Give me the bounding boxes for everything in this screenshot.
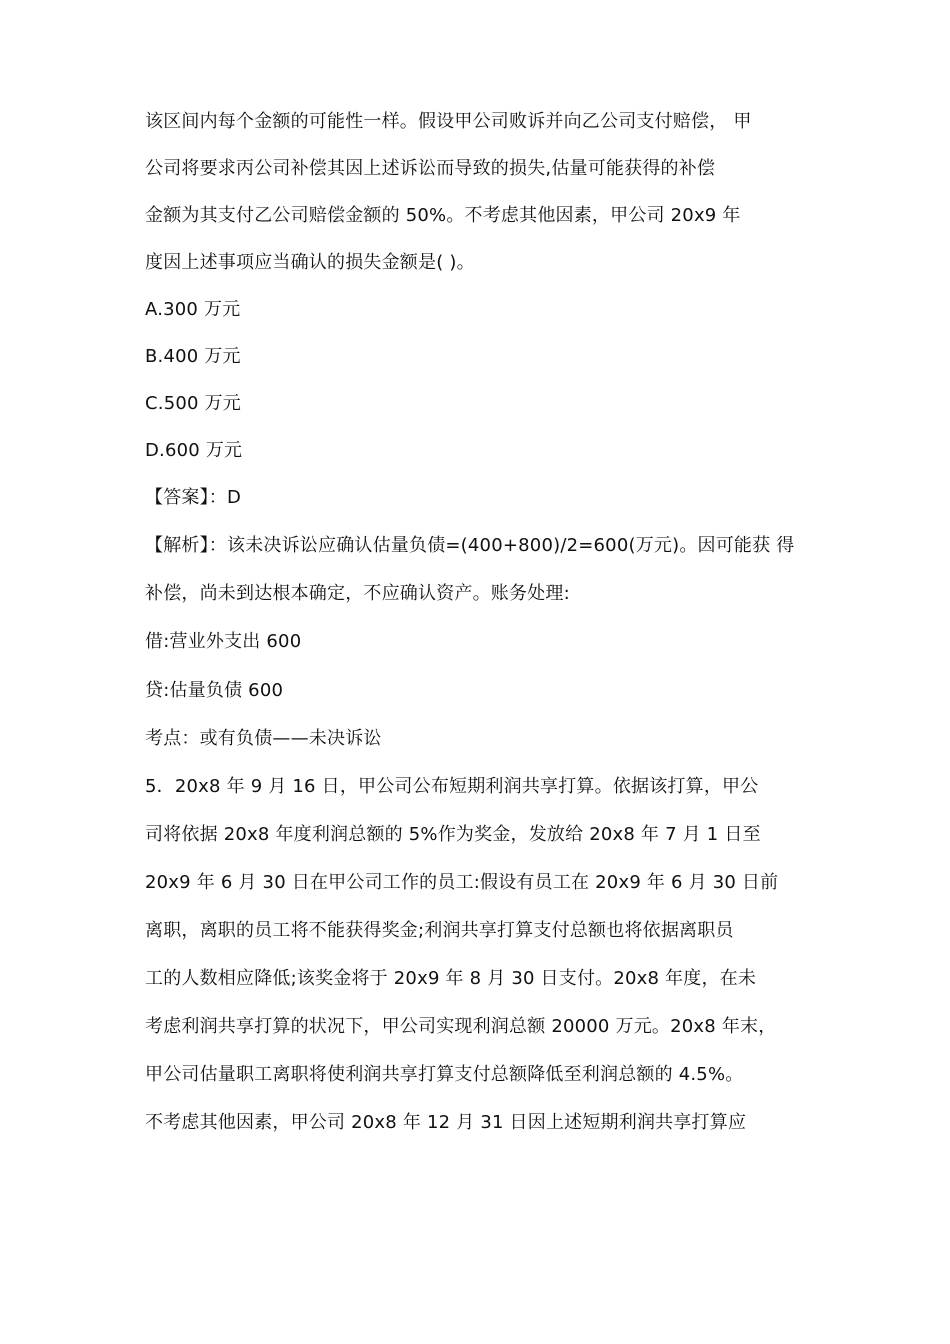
text-line: 20x9 年 6 月 30 日在甲公司工作的员工:假设有员工在 20x9 年 6 月 30 日前 bbox=[145, 872, 779, 893]
option-a: A.300 万元 bbox=[145, 299, 241, 320]
text-line: 公司将要求丙公司补偿其因上述诉讼而导致的损失,估量可能获得的补偿 bbox=[145, 158, 716, 179]
text-line: 甲公司估量职工离职将使利润共享打算支付总额降低至利润总额的 4.5%。 bbox=[145, 1064, 744, 1085]
text-line: 不考虑其他因素，甲公司 20x8 年 12 月 31 日因上述短期利润共享打算应 bbox=[145, 1112, 747, 1133]
journal-debit: 借:营业外支出 600 bbox=[145, 631, 302, 652]
question-5-line: 5．20x8 年 9 月 16 日，甲公司公布短期利润共享打算。依据该打算，甲公 bbox=[145, 776, 759, 797]
text-line: 度因上述事项应当确认的损失金额是( )。 bbox=[145, 252, 475, 273]
text-line: 金额为其支付乙公司赔偿金额的 50%。不考虑其他因素，甲公司 20x9 年 bbox=[145, 205, 741, 226]
text-line: 司将依据 20x8 年度利润总额的 5%作为奖金，发放给 20x8 年 7 月 1 日至 bbox=[145, 824, 761, 845]
analysis-line: 【解析】：该未决诉讼应确认估量负债=(400+800)/2=600(万元)。因可能获 得 bbox=[145, 535, 795, 556]
text-line: 考虑利润共享打算的状况下，甲公司实现利润总额 20000 万元。20x8 年末， bbox=[145, 1016, 777, 1037]
text-line: 补偿，尚未到达根本确定，不应确认资产。账务处理: bbox=[145, 583, 570, 604]
text-line: 工的人数相应降低;该奖金将于 20x9 年 8 月 30 日支付。20x8 年度，在未 bbox=[145, 968, 757, 989]
answer-line: 【答案】：D bbox=[145, 487, 242, 508]
text-line: 离职，离职的员工将不能获得奖金;利润共享打算支付总额也将依据离职员 bbox=[145, 920, 734, 941]
journal-credit: 贷:估量负债 600 bbox=[145, 680, 284, 701]
option-d: D.600 万元 bbox=[145, 440, 243, 461]
text-line: 该区间内每个金额的可能性一样。假设甲公司败诉并向乙公司支付赔偿， 甲 bbox=[145, 111, 752, 132]
key-point: 考点：或有负债——未决诉讼 bbox=[145, 728, 382, 749]
option-c: C.500 万元 bbox=[145, 393, 241, 414]
option-b: B.400 万元 bbox=[145, 346, 241, 367]
